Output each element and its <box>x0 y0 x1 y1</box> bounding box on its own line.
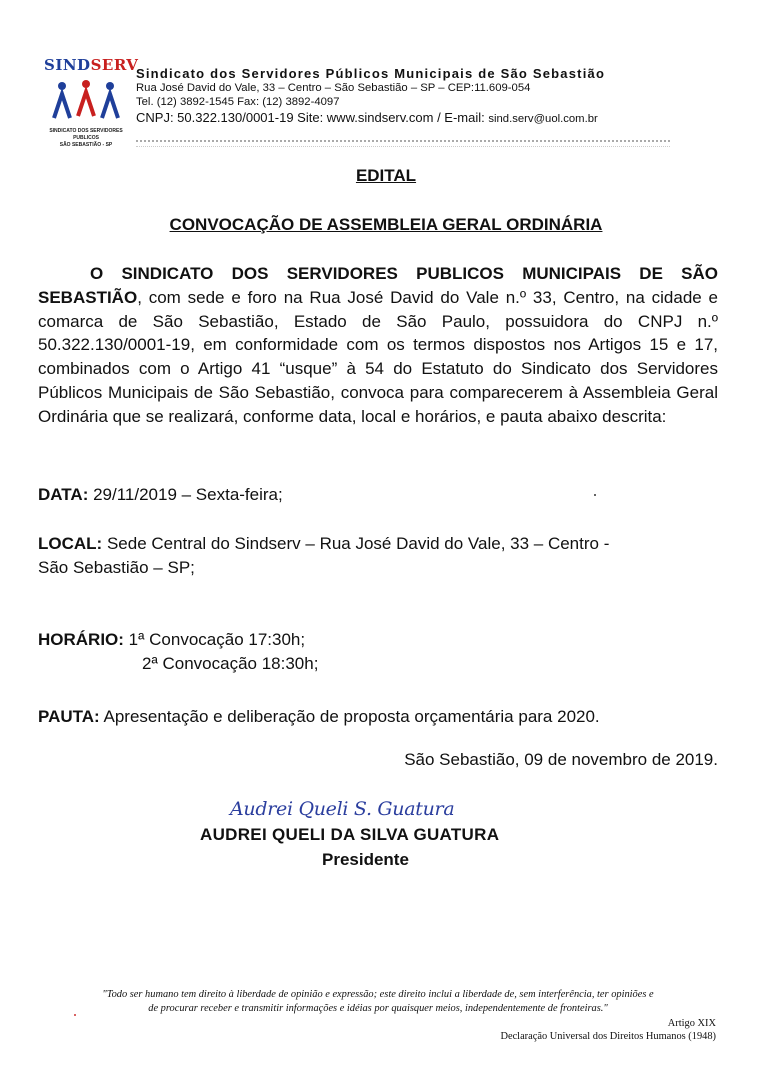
intro-paragraph <box>38 262 718 429</box>
email: sind.serv@uol.com.br <box>488 113 598 125</box>
people-figures-icon <box>50 78 122 126</box>
contact-line <box>136 109 736 128</box>
local-line <box>38 532 609 555</box>
quote-article: Artigo XIX <box>667 1018 716 1029</box>
quote-line-2: de procurar receber e transmitir informações e idéias por quaisquer meios, independentemente de fronteiras." <box>148 1003 608 1014</box>
date-line <box>38 483 283 506</box>
footer-quote <box>38 988 718 1016</box>
letterhead <box>136 66 736 128</box>
cnpj-site: CNPJ: 50.322.130/0001-19 Site: www.sindserv.com / E-mail: <box>136 110 489 125</box>
local-line-2: São Sebastião – SP; <box>38 558 195 577</box>
agenda-value: Apresentação e deliberação de proposta orçamentária para 2020. <box>99 707 600 726</box>
phones: Tel. (12) 3892-1545 Fax: (12) 3892-4097 <box>136 96 340 108</box>
quote-source: Declaração Universal dos Direitos Humanos (1948) <box>500 1031 716 1042</box>
time-first: 1ª Convocação 17:30h; <box>123 630 306 649</box>
intro-rest: , com sede e foro na Rua José David do Vale n.º 33, Centro, na cidade e comarca de São Sebastião, Estado de São Paulo, possuidora do CNPJ n.º 50.322.130/0001-19, em conformidade com os termos dispostos nos Artigos 15 e 17, combinados com o Artigo 41 “usque” à 54 do Estatuto do Sindicato dos Servidores Públicos Municipais de São Sebastião, convoca para comparecerem à Assembleia Geral Ordinária que se realizará, conforme data, local e horários, e pauta abaixo descrita: <box>38 287 718 426</box>
intro-bold: O SINDICATO DOS SERVIDORES PUBLICOS MUNICIPAIS DE SÃO SEBASTIÃO <box>38 264 718 307</box>
scan-speck <box>74 1014 76 1016</box>
time-label: HORÁRIO: <box>38 630 124 649</box>
agenda-line <box>38 705 600 728</box>
quote-line-1: "Todo ser humano tem direito à liberdade de opinião e expressão; este direito inclui a liberdade de, sem interferência, ter opiniões e <box>102 989 654 1000</box>
header-divider <box>136 140 670 147</box>
scan-speck <box>594 494 596 496</box>
sindserv-logo <box>40 56 139 154</box>
signer-role: Presidente <box>322 850 409 869</box>
date-label: DATA: <box>38 485 89 504</box>
document-subtitle: CONVOCAÇÃO DE ASSEMBLEIA GERAL ORDINÁRIA <box>169 215 603 234</box>
time-line <box>38 628 305 651</box>
logo-wordmark: SINDSERV <box>44 56 139 74</box>
date-value: 29/11/2019 – Sexta-feira; <box>88 485 283 504</box>
time-second: 2ª Convocação 18:30h; <box>142 654 319 673</box>
address: Rua José David do Vale, 33 – Centro – São Sebastião – SP – CEP:11.609-054 <box>136 82 531 94</box>
place-date: São Sebastião, 09 de novembro de 2019. <box>404 750 718 769</box>
logo-caption: SINDICATO DOS SERVIDORES PUBLICOS SÃO SEBASTIÃO - SP <box>49 128 123 148</box>
agenda-label: PAUTA: <box>38 707 100 726</box>
organization-name: Sindicato dos Servidores Públicos Municipais de São Sebastião <box>136 66 606 81</box>
signer-name: AUDREI QUELI DA SILVA GUATURA <box>200 825 500 844</box>
handwritten-signature: Audrei Queli S. Guatura <box>230 798 455 820</box>
local-value: Sede Central do Sindserv – Rua José David do Vale, 33 – Centro - <box>102 534 610 553</box>
document-title: EDITAL <box>355 166 417 185</box>
local-label: LOCAL: <box>38 534 103 553</box>
